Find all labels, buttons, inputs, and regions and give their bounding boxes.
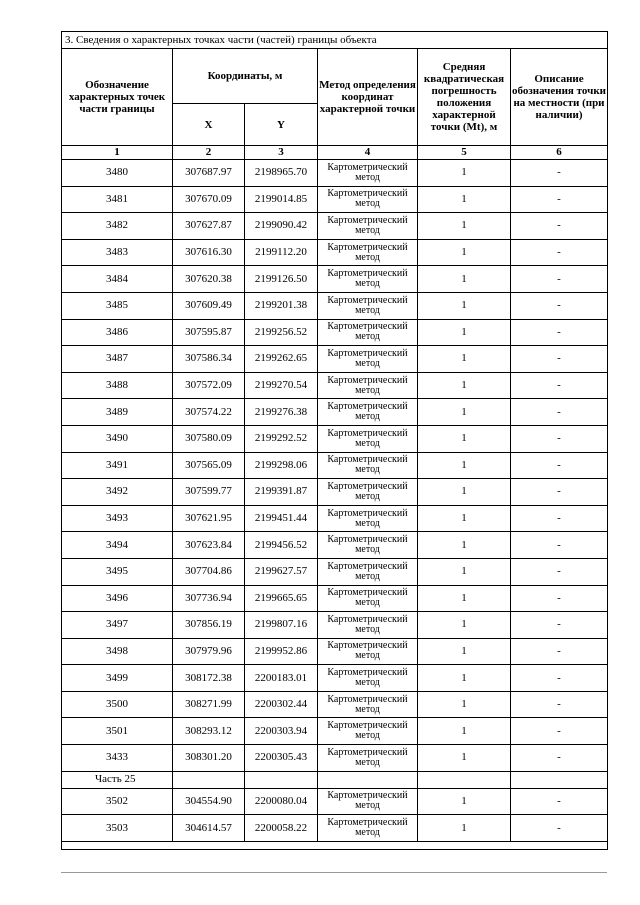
mean-error: 1 [418, 612, 511, 639]
coordinate-y: 2199627.57 [245, 558, 318, 585]
mean-error: 1 [418, 239, 511, 266]
table-row [62, 160, 608, 187]
point-designation: 3492 [62, 479, 173, 506]
mean-error: 1 [418, 815, 511, 842]
table-row [62, 788, 608, 815]
table-row [62, 558, 608, 585]
point-designation: 3493 [62, 505, 173, 532]
point-designation: 3495 [62, 558, 173, 585]
mean-error: 1 [418, 399, 511, 426]
mean-error: 1 [418, 213, 511, 240]
description: - [511, 186, 608, 213]
method: Картометрический метод [318, 558, 418, 585]
method: Картометрический метод [318, 612, 418, 639]
table-row [62, 505, 608, 532]
description: - [511, 691, 608, 718]
mean-error: 1 [418, 718, 511, 745]
description: - [511, 319, 608, 346]
table-row [62, 585, 608, 612]
point-designation: 3499 [62, 665, 173, 692]
coordinate-x: 307572.09 [173, 372, 245, 399]
coordinate-x: 307574.22 [173, 399, 245, 426]
table-row [62, 718, 608, 745]
mean-error: 1 [418, 638, 511, 665]
coordinate-x: 304554.90 [173, 788, 245, 815]
coordinate-x: 307736.94 [173, 585, 245, 612]
coordinate-y: 2200305.43 [245, 745, 318, 772]
description: - [511, 815, 608, 842]
method: Картометрический метод [318, 292, 418, 319]
coordinate-x: 307627.87 [173, 213, 245, 240]
empty-cell [318, 771, 418, 788]
method: Картометрический метод [318, 585, 418, 612]
coordinate-y: 2199201.38 [245, 292, 318, 319]
point-designation: 3489 [62, 399, 173, 426]
coordinate-x: 308172.38 [173, 665, 245, 692]
table-row [62, 266, 608, 293]
point-designation: 3482 [62, 213, 173, 240]
table-row [62, 612, 608, 639]
method: Картометрический метод [318, 239, 418, 266]
table-row [62, 319, 608, 346]
coordinate-x: 307565.09 [173, 452, 245, 479]
description: - [511, 638, 608, 665]
point-designation: 3485 [62, 292, 173, 319]
description: - [511, 505, 608, 532]
description: - [511, 425, 608, 452]
description: - [511, 372, 608, 399]
point-designation: 3486 [62, 319, 173, 346]
coordinate-y: 2199298.06 [245, 452, 318, 479]
mean-error: 1 [418, 292, 511, 319]
method: Картометрический метод [318, 815, 418, 842]
description: - [511, 213, 608, 240]
boundary-points-document [61, 31, 607, 850]
coordinate-y: 2199262.65 [245, 346, 318, 373]
table-row [62, 213, 608, 240]
description: - [511, 346, 608, 373]
coordinate-y: 2199276.38 [245, 399, 318, 426]
mean-error: 1 [418, 558, 511, 585]
coordinate-y: 2200302.44 [245, 691, 318, 718]
coordinate-x: 307704.86 [173, 558, 245, 585]
point-designation: 3481 [62, 186, 173, 213]
coordinate-x: 307687.97 [173, 160, 245, 187]
point-designation: 3501 [62, 718, 173, 745]
mean-error: 1 [418, 788, 511, 815]
method: Картометрический метод [318, 186, 418, 213]
table-row [62, 691, 608, 718]
coordinate-x: 307595.87 [173, 319, 245, 346]
boundary-points-table [61, 31, 608, 850]
header-error: Средняя квадратическая погрешность положения характерной точки (Mt), м [418, 49, 511, 146]
mean-error: 1 [418, 425, 511, 452]
method: Картометрический метод [318, 665, 418, 692]
coordinate-y: 2200058.22 [245, 815, 318, 842]
description: - [511, 266, 608, 293]
method: Картометрический метод [318, 213, 418, 240]
header-designation: Обозначение характерных точек части границы [62, 49, 173, 146]
coordinate-y: 2199807.16 [245, 612, 318, 639]
part-header-row [62, 771, 608, 788]
part-label: Часть 25 [62, 771, 173, 788]
method: Картометрический метод [318, 691, 418, 718]
column-number: 6 [511, 146, 608, 160]
coordinate-y: 2200183.01 [245, 665, 318, 692]
coordinate-y: 2198965.70 [245, 160, 318, 187]
mean-error: 1 [418, 585, 511, 612]
mean-error: 1 [418, 505, 511, 532]
description: - [511, 665, 608, 692]
coordinate-x: 307623.84 [173, 532, 245, 559]
method: Картометрический метод [318, 745, 418, 772]
table-row [62, 239, 608, 266]
empty-cell [245, 771, 318, 788]
column-number: 1 [62, 146, 173, 160]
description: - [511, 788, 608, 815]
header-x: X [173, 104, 245, 146]
blank-cell [62, 841, 608, 849]
description: - [511, 479, 608, 506]
coordinate-y: 2200303.94 [245, 718, 318, 745]
coordinate-y: 2199090.42 [245, 213, 318, 240]
description: - [511, 399, 608, 426]
mean-error: 1 [418, 160, 511, 187]
description: - [511, 745, 608, 772]
method: Картометрический метод [318, 346, 418, 373]
mean-error: 1 [418, 452, 511, 479]
table-row [62, 452, 608, 479]
coordinate-x: 308301.20 [173, 745, 245, 772]
method: Картометрический метод [318, 319, 418, 346]
description: - [511, 612, 608, 639]
header-method: Метод определения координат характерной точки [318, 49, 418, 146]
header-coordinates: Координаты, м [173, 49, 318, 104]
coordinate-y: 2199391.87 [245, 479, 318, 506]
table-row [62, 186, 608, 213]
column-number: 4 [318, 146, 418, 160]
mean-error: 1 [418, 319, 511, 346]
table-row [62, 425, 608, 452]
point-designation: 3502 [62, 788, 173, 815]
empty-cell [511, 771, 608, 788]
method: Картометрический метод [318, 160, 418, 187]
mean-error: 1 [418, 665, 511, 692]
description: - [511, 160, 608, 187]
table-row [62, 745, 608, 772]
method: Картометрический метод [318, 266, 418, 293]
section-title: 3. Сведения о характерных точках части (частей) границы объекта [62, 32, 608, 49]
coordinate-x: 304614.57 [173, 815, 245, 842]
point-designation: 3490 [62, 425, 173, 452]
coordinate-x: 307621.95 [173, 505, 245, 532]
table-row [62, 665, 608, 692]
point-designation: 3488 [62, 372, 173, 399]
coordinate-x: 307616.30 [173, 239, 245, 266]
coordinate-y: 2199014.85 [245, 186, 318, 213]
method: Картометрический метод [318, 532, 418, 559]
coordinate-y: 2199451.44 [245, 505, 318, 532]
description: - [511, 718, 608, 745]
column-number: 3 [245, 146, 318, 160]
coordinate-x: 308293.12 [173, 718, 245, 745]
mean-error: 1 [418, 691, 511, 718]
description: - [511, 532, 608, 559]
mean-error: 1 [418, 745, 511, 772]
mean-error: 1 [418, 266, 511, 293]
method: Картометрический метод [318, 638, 418, 665]
column-number: 5 [418, 146, 511, 160]
coordinate-x: 307670.09 [173, 186, 245, 213]
method: Картометрический метод [318, 479, 418, 506]
table-row [62, 346, 608, 373]
coordinate-y: 2199665.65 [245, 585, 318, 612]
point-designation: 3491 [62, 452, 173, 479]
point-designation: 3484 [62, 266, 173, 293]
method: Картометрический метод [318, 718, 418, 745]
coordinate-x: 307609.49 [173, 292, 245, 319]
description: - [511, 452, 608, 479]
point-designation: 3487 [62, 346, 173, 373]
column-number: 2 [173, 146, 245, 160]
point-designation: 3497 [62, 612, 173, 639]
point-designation: 3433 [62, 745, 173, 772]
coordinate-y: 2199292.52 [245, 425, 318, 452]
blank-row [62, 841, 608, 849]
description: - [511, 585, 608, 612]
table-row [62, 815, 608, 842]
coordinate-y: 2200080.04 [245, 788, 318, 815]
coordinate-y: 2199456.52 [245, 532, 318, 559]
empty-cell [418, 771, 511, 788]
coordinate-y: 2199256.52 [245, 319, 318, 346]
method: Картометрический метод [318, 788, 418, 815]
mean-error: 1 [418, 532, 511, 559]
coordinate-x: 307599.77 [173, 479, 245, 506]
mean-error: 1 [418, 372, 511, 399]
coordinate-y: 2199126.50 [245, 266, 318, 293]
method: Картометрический метод [318, 452, 418, 479]
mean-error: 1 [418, 346, 511, 373]
header-description: Описание обозначения точки на местности (при наличии) [511, 49, 608, 146]
method: Картометрический метод [318, 399, 418, 426]
method: Картометрический метод [318, 425, 418, 452]
coordinate-x: 307580.09 [173, 425, 245, 452]
table-row [62, 532, 608, 559]
mean-error: 1 [418, 479, 511, 506]
footer-rule [61, 872, 607, 873]
table-row [62, 399, 608, 426]
point-designation: 3498 [62, 638, 173, 665]
coordinate-x: 307620.38 [173, 266, 245, 293]
table-row [62, 479, 608, 506]
point-designation: 3503 [62, 815, 173, 842]
coordinate-x: 308271.99 [173, 691, 245, 718]
point-designation: 3500 [62, 691, 173, 718]
coordinate-y: 2199952.86 [245, 638, 318, 665]
mean-error: 1 [418, 186, 511, 213]
point-designation: 3496 [62, 585, 173, 612]
empty-cell [173, 771, 245, 788]
table-row [62, 372, 608, 399]
description: - [511, 239, 608, 266]
header-y: Y [245, 104, 318, 146]
method: Картометрический метод [318, 372, 418, 399]
coordinate-x: 307586.34 [173, 346, 245, 373]
table-row [62, 638, 608, 665]
coordinate-y: 2199270.54 [245, 372, 318, 399]
point-designation: 3494 [62, 532, 173, 559]
table-row [62, 292, 608, 319]
description: - [511, 292, 608, 319]
coordinate-x: 307856.19 [173, 612, 245, 639]
description: - [511, 558, 608, 585]
coordinate-y: 2199112.20 [245, 239, 318, 266]
coordinate-x: 307979.96 [173, 638, 245, 665]
point-designation: 3480 [62, 160, 173, 187]
method: Картометрический метод [318, 505, 418, 532]
point-designation: 3483 [62, 239, 173, 266]
